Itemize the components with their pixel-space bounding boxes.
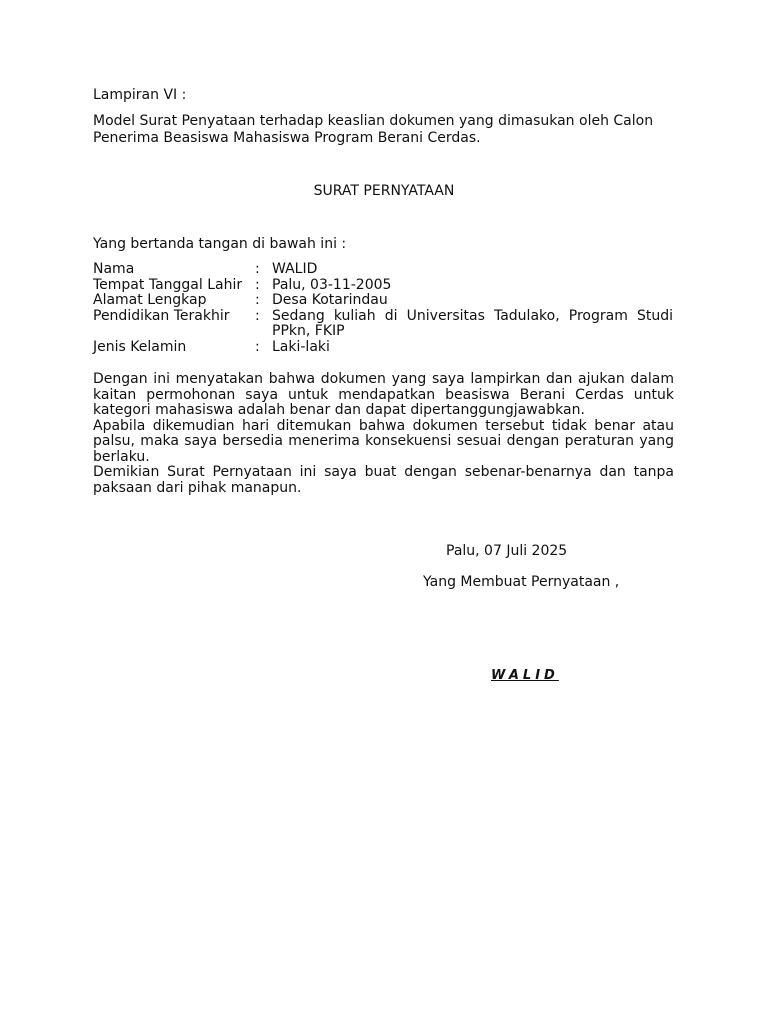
signatory-heading: Yang Membuat Pernyataan , — [423, 574, 620, 590]
identity-row-birth — [93, 278, 673, 294]
identity-row-address — [93, 293, 673, 309]
document-title: SURAT PERNYATAAN — [313, 183, 455, 199]
statement-paragraph: Demikian Surat Pernyataan ini saya buat dengan sebenar-benarnya dan tanpa paksaan dari pihak manapun. — [93, 464, 674, 496]
signer-name: WALID — [491, 668, 559, 683]
identity-colon: : — [255, 276, 260, 293]
identity-label: Jenis Kelamin — [93, 338, 187, 355]
statement-paragraph: Dengan ini menyatakan bahwa dokumen yang saya lampirkan dan ajukan dalam kaitan permohonan saya untuk mendapatkan beasiswa Berani Cerdas untuk kategori mahasiswa adalah benar dan dapat dipertanggungjawabkan. — [93, 371, 674, 418]
attachment-label: Lampiran VI : — [93, 87, 187, 103]
place-date: Palu, 07 Juli 2025 — [446, 543, 568, 559]
identity-row-gender — [93, 340, 673, 356]
statement-body — [93, 372, 674, 496]
identity-value: Desa Kotarindau — [272, 292, 388, 309]
identity-label: Tempat Tanggal Lahir — [93, 276, 243, 293]
identity-label: Pendidikan Terakhir — [93, 307, 230, 324]
identity-value: Laki-laki — [272, 338, 330, 355]
identity-colon: : — [255, 261, 260, 277]
identity-value: WALID — [272, 261, 318, 277]
identity-value: Sedang kuliah di Universitas Tadulako, Program Studi PPkn, FKIP — [272, 307, 673, 340]
identity-colon: : — [255, 292, 260, 309]
identity-label: Nama — [93, 261, 135, 277]
statement-paragraph: Apabila dikemudian hari ditemukan bahwa dokumen tersebut tidak benar atau palsu, maka saya bersedia menerima konsekuensi sesuai dengan peraturan yang berlaku. — [93, 417, 674, 465]
identity-value: Palu, 03-11-2005 — [272, 276, 392, 293]
identity-label: Alamat Lengkap — [93, 292, 207, 309]
identity-colon: : — [255, 307, 260, 324]
identity-table — [93, 262, 673, 356]
intro-text: Yang bertanda tangan di bawah ini : — [93, 236, 347, 252]
identity-row-name — [93, 262, 673, 278]
identity-row-education — [93, 309, 673, 340]
model-description: Model Surat Penyataan terhadap keaslian dokumen yang dimasukan oleh Calon Penerima Beasiswa Mahasiswa Program Berani Cerdas. — [93, 113, 654, 146]
identity-colon: : — [255, 338, 260, 355]
